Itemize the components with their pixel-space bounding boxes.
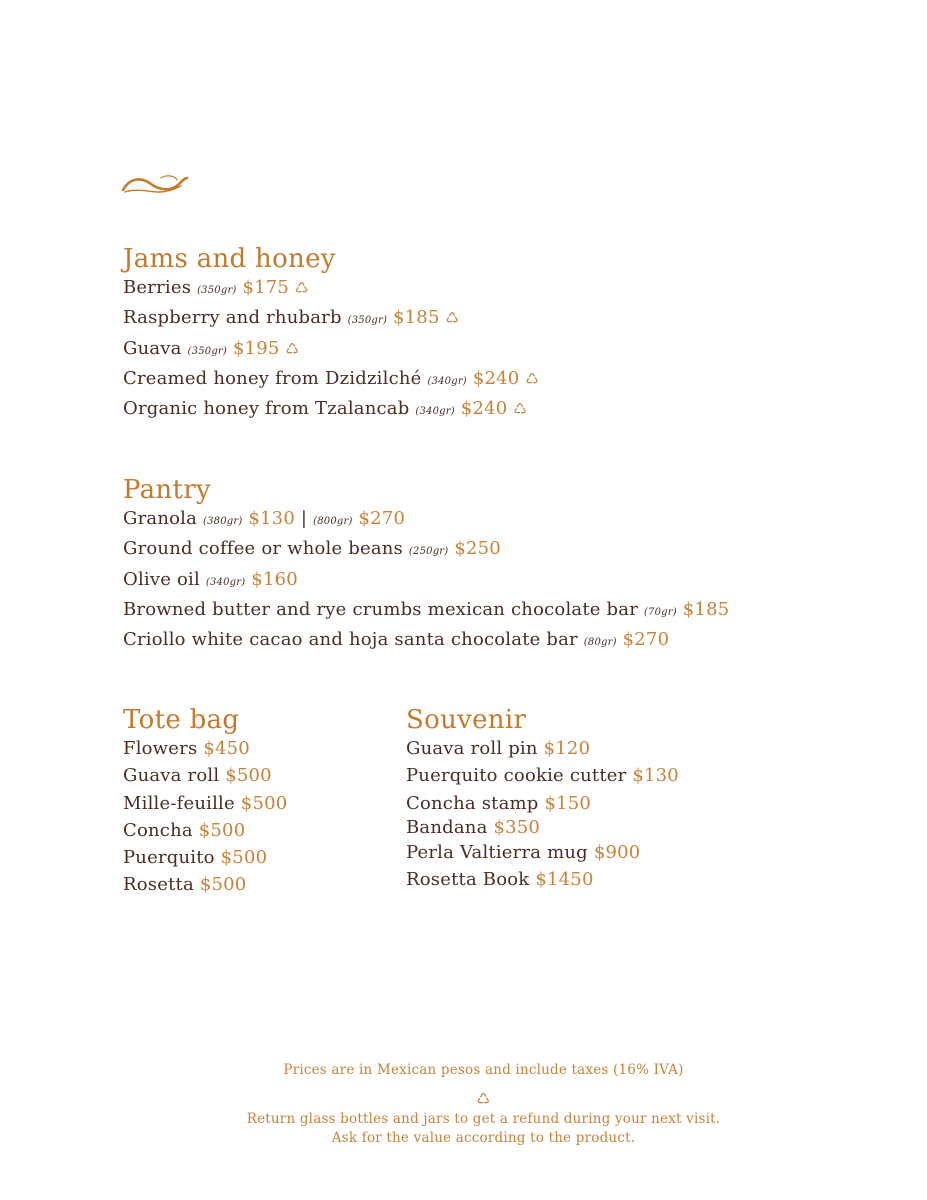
item-weight: (800gr) — [313, 516, 353, 527]
item-price: $175 — [242, 277, 290, 298]
item-weight: (340gr) — [205, 576, 246, 588]
item-price: $185 — [682, 598, 730, 620]
item-name: Criollo white cacao and hoja santa chocolate bar — [123, 629, 578, 651]
recycle-icon: ♺ — [285, 339, 300, 358]
menu-item — [406, 735, 679, 762]
menu-item — [123, 395, 539, 425]
menu-item — [123, 790, 287, 817]
item-name: Raspberry and rhubarb — [123, 307, 342, 329]
item-name: Ground coffee or whole beans — [123, 538, 403, 560]
menu-item — [406, 866, 679, 893]
item-price: $500 — [225, 765, 272, 787]
item-name: Perla Valtierra mug — [406, 841, 588, 863]
item-weight: (350gr) — [347, 315, 388, 327]
menu-item — [123, 844, 287, 871]
item-price: $240 — [472, 367, 520, 389]
item-name: Guava roll — [123, 765, 220, 787]
price-separator: | — [300, 508, 308, 529]
item-weight: (350gr) — [187, 345, 228, 357]
item-name: Olive oil — [123, 568, 200, 590]
item-name: Berries — [123, 277, 192, 298]
menu-item — [123, 817, 287, 844]
item-name: Puerquito — [123, 847, 215, 869]
item-price: $185 — [393, 307, 440, 329]
item-weight: (350gr) — [197, 285, 237, 296]
menu-item — [406, 762, 679, 789]
return-note — [0, 1110, 927, 1148]
menu-item — [123, 626, 729, 656]
menu-item — [406, 839, 679, 866]
menu-item — [123, 566, 729, 596]
pantry-title: Pantry — [123, 475, 211, 505]
item-price: $500 — [240, 792, 288, 814]
item-price: $1450 — [535, 869, 594, 891]
menu-item — [123, 871, 287, 898]
item-price: $350 — [493, 816, 541, 838]
item-price: $150 — [544, 792, 592, 814]
item-price: $270 — [358, 508, 406, 529]
item-name: Granola — [123, 508, 198, 529]
item-price: $160 — [251, 568, 298, 590]
recycle-icon: ♺ — [525, 369, 540, 388]
item-name: Organic honey from Tzalancab — [123, 398, 410, 420]
item-price: $500 — [220, 847, 268, 869]
item-weight: (70gr) — [643, 606, 677, 618]
item-name: Flowers — [123, 738, 198, 759]
item-price: $270 — [622, 629, 670, 651]
item-name: Bandana — [406, 816, 488, 838]
item-price: $130 — [632, 765, 679, 787]
item-name: Guava roll pin — [406, 738, 538, 759]
ask-note-line: Ask for the value according to the product. — [331, 1130, 636, 1146]
recycle-icon: ♺ — [295, 279, 309, 297]
item-name: Creamed honey from Dzidzilché — [123, 367, 422, 389]
item-price: $900 — [593, 841, 641, 863]
menu-item — [123, 304, 539, 334]
pantry-section — [123, 475, 729, 656]
item-name: Concha stamp — [406, 792, 539, 814]
recycle-icon: ♺ — [445, 309, 460, 328]
menu-item — [406, 817, 679, 839]
tote-bag-title: Tote bag — [123, 705, 240, 735]
item-price: $250 — [454, 538, 501, 560]
recycle-icon: ♺ — [476, 1090, 491, 1108]
return-note-line: Return glass bottles and jars to get a refund during your next visit. — [246, 1111, 721, 1127]
menu-item — [123, 335, 539, 365]
item-name: Browned butter and rye crumbs mexican chocolate bar — [123, 598, 639, 620]
item-weight: (340gr) — [415, 406, 455, 418]
item-name: Guava — [123, 337, 182, 359]
item-name: Rosetta — [123, 874, 194, 896]
item-weight: (250gr) — [408, 546, 449, 558]
menu-item — [123, 735, 287, 762]
item-price: $450 — [203, 738, 250, 759]
souvenir-title: Souvenir — [406, 705, 527, 735]
item-price: $120 — [543, 738, 591, 759]
jams-title: Jams and honey — [123, 244, 336, 274]
item-name: Mille-feuille — [123, 792, 235, 814]
item-price: $500 — [198, 819, 246, 841]
item-name: Rosetta Book — [406, 869, 530, 891]
menu-item — [123, 365, 539, 395]
item-weight: (380gr) — [202, 516, 243, 527]
item-price: $130 — [248, 508, 295, 529]
menu-item — [406, 790, 679, 817]
item-weight: (80gr) — [583, 637, 617, 649]
menu-item — [123, 274, 539, 304]
jams-section — [123, 244, 539, 425]
menu-item-granola — [123, 505, 729, 535]
tote-bag-section — [123, 705, 287, 899]
menu-item — [123, 535, 729, 565]
menu-item — [123, 596, 729, 626]
item-price: $195 — [232, 337, 280, 359]
item-price: $500 — [199, 874, 247, 896]
recycle-icon: ♺ — [513, 400, 527, 419]
menu-item — [123, 762, 287, 789]
item-name: Concha — [123, 819, 193, 841]
prices-note: Prices are in Mexican pesos and include taxes (16% IVA) — [283, 1062, 684, 1078]
item-name: Puerquito cookie cutter — [406, 765, 627, 787]
souvenir-section — [406, 705, 679, 893]
item-price: $240 — [460, 398, 508, 420]
item-weight: (340gr) — [427, 375, 467, 387]
swash-ornament-icon — [121, 170, 189, 198]
